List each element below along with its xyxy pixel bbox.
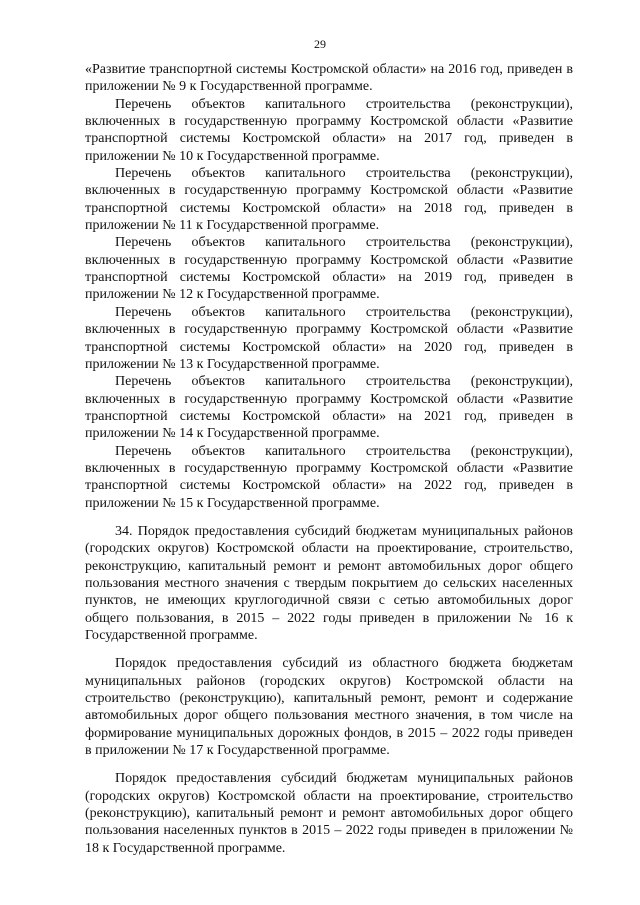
paragraph-2021-list: Перечень объектов капитального строительства (реконструкции), включенных в государственную программу Костромской области «Развитие транспортной системы Костромской области» на 2021 год, приведен в приложении № 14 к Государственной программе. [85,374,573,442]
paragraph-subsidy-order-18: Порядок предоставления субсидий бюджетам муниципальных районов (городских округов) Костромской области на проектирование, строительство (реконструкцию), капитальный ремонт и ремонт автомобильных дорог общего пользования населенных пунктов в 2015 – 2022 годы приведен в приложении № 18 к Государственной программе. [85,771,573,856]
section-spacer [85,759,573,770]
document-body [85,61,573,857]
paragraph-subsidy-order-17: Порядок предоставления субсидий из областного бюджета бюджетам муниципальных районов (городских округов) Костромской области на строительство (реконструкцию), капитальный ремонт, ремонт и содержание автомобильных дорог общего пользования местного значения, в том числе на формирование муниципальных дорожных фондов, в 2015 – 2022 годы приведен в приложении № 17 к Государственной программе. [85,656,573,759]
paragraph-2018-list: Перечень объектов капитального строительства (реконструкции), включенных в государственную программу Костромской области «Развитие транспортной системы Костромской области» на 2018 год, приведен в приложении № 11 к Государственной программе. [85,166,573,234]
paragraph-2017-list: Перечень объектов капитального строительства (реконструкции), включенных в государственную программу Костромской области «Развитие транспортной системы Костромской области» на 2017 год, приведен в приложении № 10 к Государственной программе. [85,96,573,164]
section-spacer [85,644,573,655]
paragraph-2019-list: Перечень объектов капитального строительства (реконструкции), включенных в государственную программу Костромской области «Развитие транспортной системы Костромской области» на 2019 год, приведен в приложении № 12 к Государственной программе. [85,235,573,303]
paragraph-2020-list: Перечень объектов капитального строительства (реконструкции), включенных в государственную программу Костромской области «Развитие транспортной системы Костромской области» на 2020 год, приведен в приложении № 13 к Государственной программе. [85,304,573,372]
page-number: 29 [314,37,326,51]
section-spacer [85,512,573,523]
paragraph-section-34: 34. Порядок предоставления субсидий бюджетам муниципальных районов (городских округов) Костромской области на проектирование, строительство, реконструкцию, капитальный ремонт и ремонт автомобильных дорог общего пользования местного значения с твердым покрытием до сельских населенных пунктов, не имеющих круглогодичной связи с сетью автомобильных дорог общего пользования, в 2015 – 2022 годы приведен в приложении № 16 к Государственной программе. [85,523,573,643]
paragraph-2016-list-end: «Развитие транспортной системы Костромской области» на 2016 год, приведен в приложении № 9 к Государственной программе. [85,62,573,95]
paragraph-2022-list: Перечень объектов капитального строительства (реконструкции), включенных в государственную программу Костромской области «Развитие транспортной системы Костромской области» на 2022 год, приведен в приложении № 15 к Государственной программе. [85,443,573,511]
